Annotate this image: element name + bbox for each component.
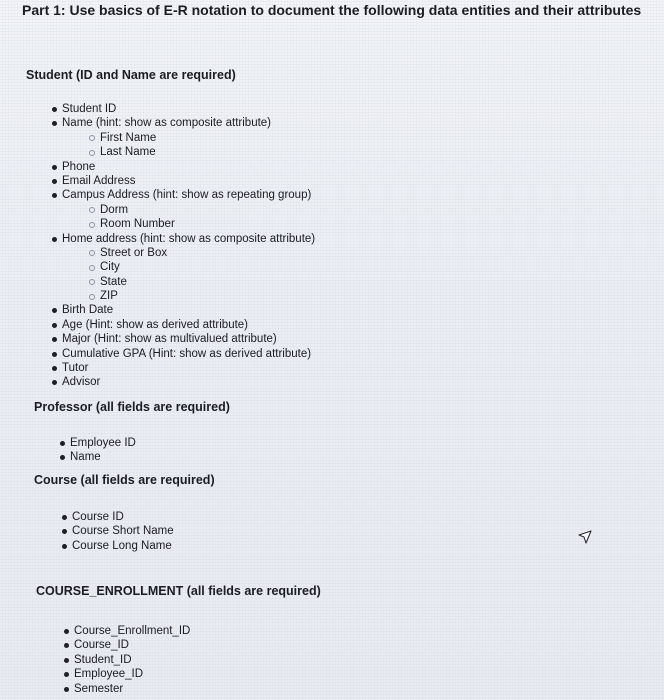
bullet-icon bbox=[52, 237, 57, 242]
sub-list-item bbox=[62, 260, 315, 274]
page-title: Part 1: Use basics of E-R notation to document the following data entities and their attributes bbox=[22, 2, 642, 18]
list-item bbox=[74, 682, 190, 696]
sub-list-item bbox=[62, 275, 315, 289]
list-item bbox=[62, 232, 315, 246]
list-item-text: Age (Hint: show as derived attribute) bbox=[62, 318, 249, 331]
list-item bbox=[70, 450, 136, 464]
list-item-text: Course Long Name bbox=[72, 539, 172, 552]
list-item-text: Room Number bbox=[100, 218, 175, 231]
bullet-icon bbox=[64, 672, 69, 677]
bullet-icon bbox=[52, 107, 57, 112]
list-item-text: City bbox=[100, 261, 120, 274]
list-item bbox=[74, 667, 190, 681]
list-item bbox=[62, 116, 315, 130]
bullet-icon bbox=[52, 323, 57, 328]
list-item-text: Home address (hint: show as composite attribute) bbox=[62, 232, 316, 245]
list-item-text: Course_Enrollment_ID bbox=[74, 625, 191, 637]
bullet-icon bbox=[52, 366, 57, 371]
sub-list-item bbox=[62, 289, 315, 303]
bullet-icon bbox=[62, 544, 67, 549]
list-item-text: Employee ID bbox=[70, 437, 136, 449]
list-item-text: Dorm bbox=[100, 203, 129, 216]
bullet-icon bbox=[52, 352, 57, 357]
list-item-text: Email Address bbox=[62, 174, 136, 187]
bullet-icon bbox=[52, 380, 57, 385]
list-item-text: Tutor bbox=[62, 362, 89, 375]
list-item-text: Name (hint: show as composite attribute) bbox=[62, 117, 272, 130]
list-item-text: Cumulative GPA (Hint: show as derived attribute) bbox=[62, 347, 312, 360]
sub-list-item bbox=[62, 145, 315, 159]
hollow-bullet-icon bbox=[89, 294, 95, 300]
hollow-bullet-icon bbox=[89, 250, 95, 256]
list-item bbox=[62, 361, 315, 375]
list-item bbox=[62, 174, 315, 188]
list-item-text: Street or Box bbox=[100, 246, 168, 259]
list-item bbox=[70, 436, 136, 450]
list-item bbox=[62, 318, 315, 332]
course-heading: Course (all fields are required) bbox=[34, 473, 215, 487]
list-item bbox=[62, 160, 315, 174]
bullet-icon bbox=[60, 455, 65, 460]
bullet-icon bbox=[64, 658, 69, 663]
hollow-bullet-icon bbox=[89, 135, 95, 141]
list-item-text: Student_ID bbox=[74, 653, 132, 666]
list-item bbox=[72, 524, 174, 538]
list-item-text: Birth Date bbox=[62, 304, 114, 317]
list-item-text: Advisor bbox=[62, 376, 101, 389]
list-item-text: Major (Hint: show as multivalued attribute) bbox=[62, 333, 277, 346]
list-item-text: First Name bbox=[100, 131, 157, 144]
sub-list-item bbox=[62, 203, 315, 217]
hollow-bullet-icon bbox=[89, 265, 95, 271]
list-item bbox=[72, 510, 174, 524]
list-item-text: Phone bbox=[62, 160, 96, 173]
list-item-text: Semester bbox=[74, 682, 124, 695]
bullet-icon bbox=[64, 687, 69, 692]
mouse-pointer-icon bbox=[578, 530, 592, 544]
list-item-text: Employee_ID bbox=[74, 668, 144, 681]
bullet-icon bbox=[52, 337, 57, 342]
student-attribute-list bbox=[62, 102, 315, 390]
list-item-text: State bbox=[100, 275, 127, 288]
professor-heading: Professor (all fields are required) bbox=[34, 400, 230, 414]
list-item-text: Course Short Name bbox=[72, 525, 174, 538]
professor-attribute-list bbox=[70, 436, 136, 465]
bullet-icon bbox=[64, 629, 69, 634]
sub-list-item bbox=[62, 246, 315, 260]
list-item bbox=[62, 332, 315, 346]
bullet-icon bbox=[52, 193, 57, 198]
bullet-icon bbox=[52, 179, 57, 184]
hollow-bullet-icon bbox=[89, 207, 95, 213]
list-item-text: Campus Address (hint: show as repeating group) bbox=[62, 189, 312, 202]
hollow-bullet-icon bbox=[89, 279, 95, 285]
bullet-icon bbox=[52, 165, 57, 170]
enrollment-heading: COURSE_ENROLLMENT (all fields are required) bbox=[36, 584, 321, 598]
list-item bbox=[74, 624, 190, 638]
course-attribute-list bbox=[72, 510, 174, 553]
list-item-text: ZIP bbox=[100, 290, 118, 303]
enrollment-attribute-list bbox=[74, 624, 190, 696]
list-item bbox=[74, 653, 190, 667]
list-item bbox=[62, 102, 315, 116]
list-item-text: Course ID bbox=[72, 511, 124, 523]
sub-list-item bbox=[62, 131, 315, 145]
sub-list-item bbox=[62, 217, 315, 231]
bullet-icon bbox=[52, 121, 57, 126]
hollow-bullet-icon bbox=[89, 222, 95, 228]
list-item bbox=[62, 303, 315, 317]
bullet-icon bbox=[62, 515, 67, 520]
list-item-text: Last Name bbox=[100, 146, 156, 159]
bullet-icon bbox=[62, 529, 67, 534]
list-item-text: Student ID bbox=[62, 103, 117, 115]
list-item-text: Course_ID bbox=[74, 639, 129, 652]
list-item bbox=[62, 375, 315, 389]
hollow-bullet-icon bbox=[89, 150, 95, 156]
list-item bbox=[72, 539, 174, 553]
bullet-icon bbox=[64, 643, 69, 648]
student-heading: Student (ID and Name are required) bbox=[26, 68, 236, 82]
list-item bbox=[62, 347, 315, 361]
list-item bbox=[74, 638, 190, 652]
bullet-icon bbox=[60, 441, 65, 446]
list-item bbox=[62, 188, 315, 202]
list-item-text: Name bbox=[70, 451, 101, 464]
bullet-icon bbox=[52, 308, 57, 313]
